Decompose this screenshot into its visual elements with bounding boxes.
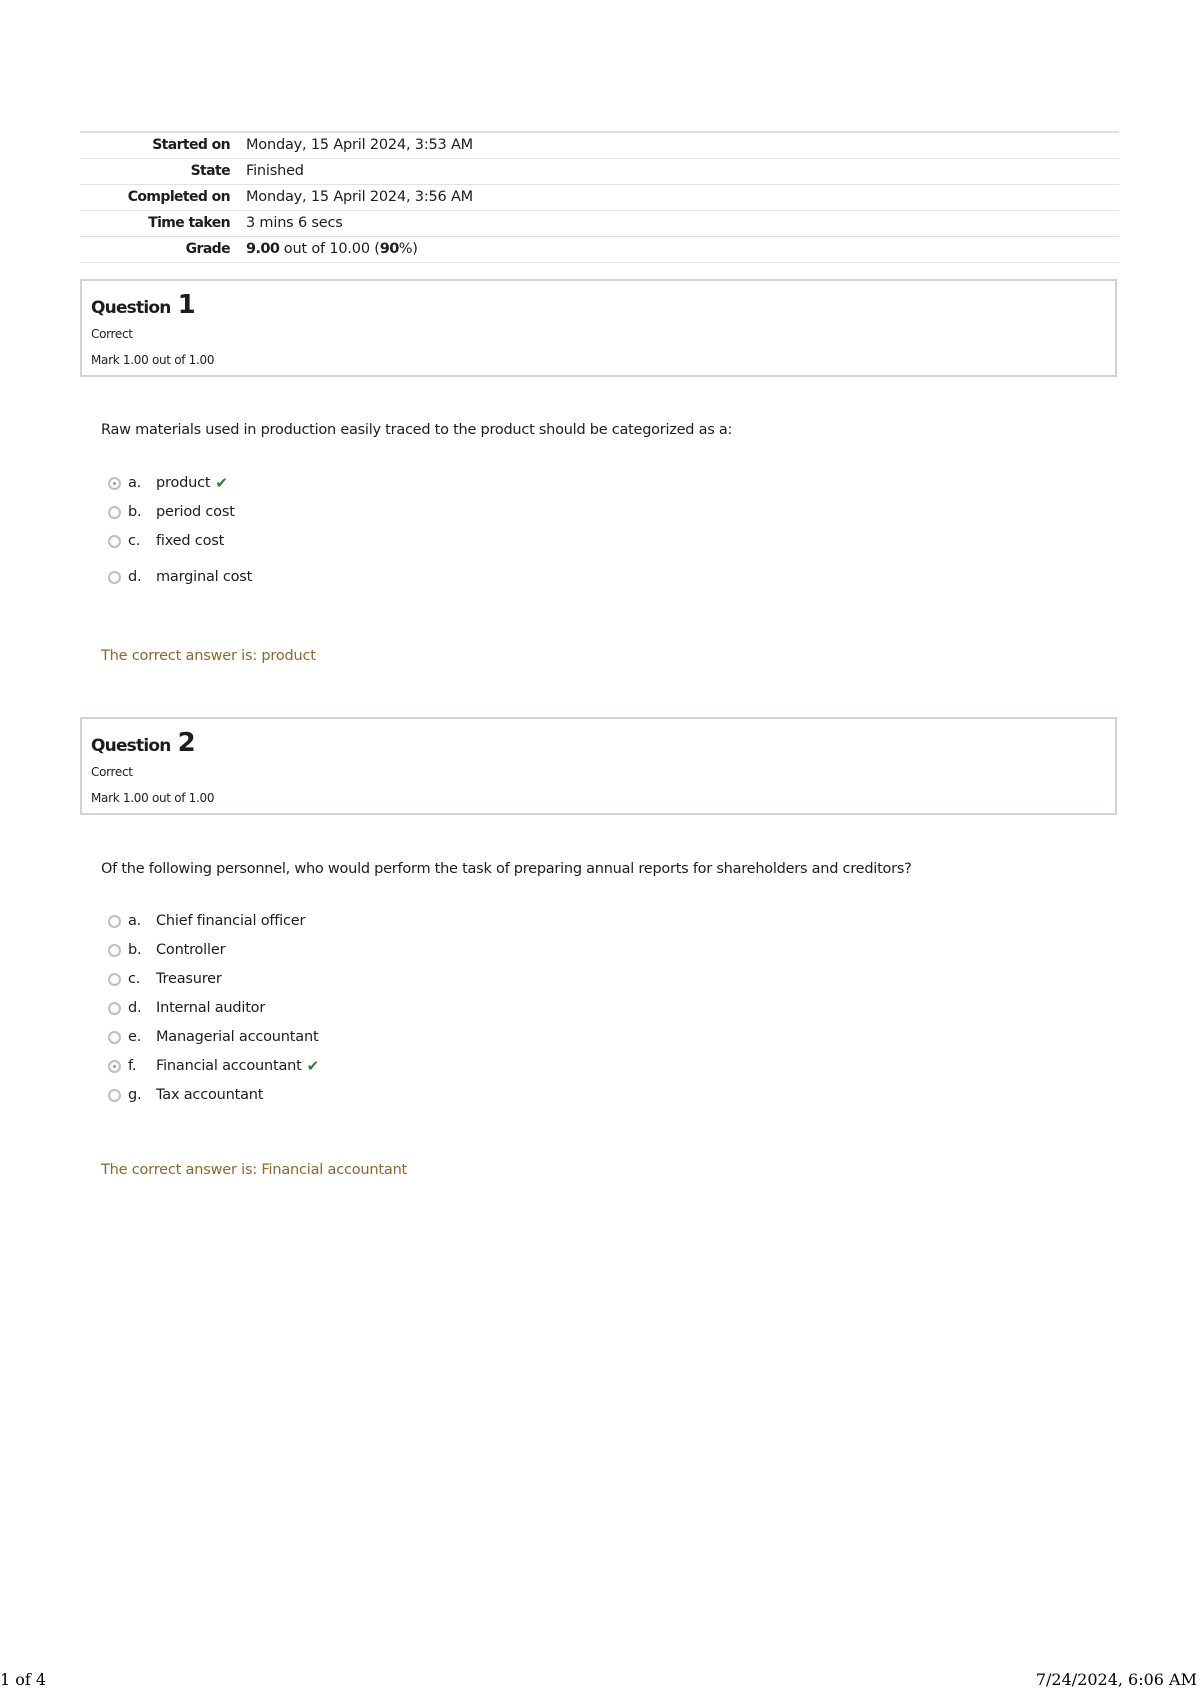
q1-answer-a[interactable] (108, 472, 228, 494)
answer-label: Controller (156, 942, 226, 958)
summary-row-time (80, 210, 1119, 236)
q2-answer-d[interactable] (108, 997, 265, 1019)
radio-icon[interactable] (108, 973, 121, 986)
q1-answer-b[interactable] (108, 501, 235, 523)
answer-letter: c. (128, 533, 141, 549)
question-1-mark: Mark 1.00 out of 1.00 (91, 353, 215, 367)
radio-icon[interactable] (108, 915, 121, 928)
q2-answer-a[interactable] (108, 910, 305, 932)
answer-letter: d. (128, 569, 142, 585)
question-1-title (91, 290, 196, 320)
radio-selected-icon[interactable] (108, 1060, 121, 1073)
q2-answer-c[interactable] (108, 968, 222, 990)
radio-selected-icon[interactable] (108, 477, 121, 490)
state-value: Finished (246, 163, 304, 179)
time-taken-value: 3 mins 6 secs (246, 215, 343, 231)
q1-answer-c[interactable] (108, 530, 224, 552)
question-2-text: Of the following personnel, who would perform the task of preparing annual reports for shareholders and creditors? (101, 861, 912, 877)
grade-middle: out of 10.00 ( (279, 241, 380, 257)
correct-check-icon: ✔ (215, 474, 228, 492)
radio-icon[interactable] (108, 571, 121, 584)
grade-score: 9.00 (246, 241, 280, 257)
completed-on-value: Monday, 15 April 2024, 3:56 AM (246, 189, 473, 205)
summary-row-started (80, 132, 1119, 158)
question-2-info (80, 717, 1117, 815)
question-1-number: 1 (177, 290, 196, 320)
answer-label: Managerial accountant (156, 1029, 319, 1045)
answer-letter: a. (128, 475, 142, 491)
question-1-state: Correct (91, 327, 133, 341)
question-1-label: Question (91, 298, 171, 318)
quiz-summary-table (80, 131, 1119, 263)
grade-value (246, 236, 1119, 262)
radio-icon[interactable] (108, 535, 121, 548)
answer-letter: b. (128, 504, 142, 520)
answer-label: marginal cost (156, 569, 253, 585)
answer-letter: f. (128, 1058, 137, 1074)
summary-row-completed (80, 184, 1119, 210)
answer-letter: e. (128, 1029, 142, 1045)
correct-check-icon: ✔ (306, 1057, 320, 1075)
answer-letter: c. (128, 971, 141, 987)
answer-label: Chief financial officer (156, 913, 306, 929)
grade-percent: 90 (379, 241, 399, 257)
question-1-right-answer: The correct answer is: product (101, 648, 316, 664)
radio-icon[interactable] (108, 1031, 121, 1044)
q2-answer-g[interactable] (108, 1084, 263, 1106)
radio-icon[interactable] (108, 1089, 121, 1102)
answer-label: fixed cost (156, 533, 225, 549)
question-2-title (91, 728, 196, 758)
radio-icon[interactable] (108, 1002, 121, 1015)
question-1-text: Raw materials used in production easily traced to the product should be categorized as a: (101, 422, 733, 438)
grade-label: Grade (185, 241, 230, 257)
question-2-label: Question (91, 736, 171, 756)
radio-icon[interactable] (108, 944, 121, 957)
question-2-state: Correct (91, 765, 133, 779)
grade-end: %) (398, 241, 418, 257)
answer-letter: b. (128, 942, 142, 958)
q2-answer-f[interactable] (108, 1055, 319, 1077)
answer-label: Internal auditor (156, 1000, 266, 1016)
answer-label: Financial accountant (156, 1058, 302, 1074)
answer-label: period cost (156, 504, 235, 520)
q2-answer-b[interactable] (108, 939, 225, 961)
page-number: 1 of 4 (0, 1670, 47, 1689)
completed-on-label: Completed on (127, 189, 230, 205)
summary-row-grade (80, 236, 1119, 262)
answer-letter: d. (128, 1000, 142, 1016)
summary-row-state (80, 158, 1119, 184)
started-on-value: Monday, 15 April 2024, 3:53 AM (246, 137, 473, 154)
q1-answer-d[interactable] (108, 566, 252, 588)
q2-answer-e[interactable] (108, 1026, 318, 1048)
question-2-mark: Mark 1.00 out of 1.00 (91, 791, 215, 805)
answer-letter: g. (128, 1087, 142, 1103)
question-1-info (80, 279, 1117, 377)
started-on-label: Started on (152, 137, 230, 154)
question-2-right-answer: The correct answer is: Financial accountant (101, 1162, 408, 1178)
print-timestamp: 7/24/2024, 6:06 AM (1035, 1670, 1197, 1689)
answer-label: Tax accountant (156, 1087, 264, 1103)
question-2-number: 2 (177, 728, 196, 758)
answer-label: product (156, 475, 211, 491)
state-label: State (190, 163, 230, 179)
answer-label: Treasurer (156, 971, 222, 987)
answer-letter: a. (128, 913, 142, 929)
time-taken-label: Time taken (148, 215, 230, 231)
radio-icon[interactable] (108, 506, 121, 519)
